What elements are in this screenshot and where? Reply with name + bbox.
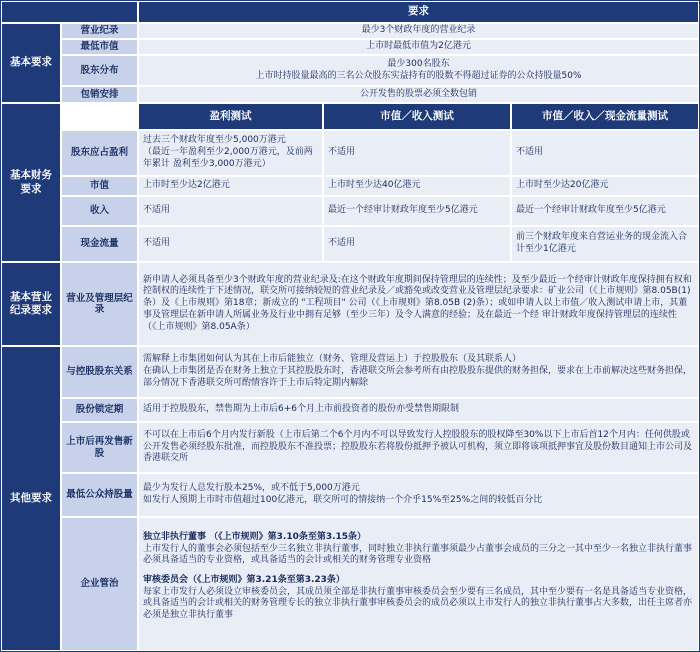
value-lock-up: 适用于控股股东，禁售期为上市后6+6个月上市前投资者的股份亦受禁售期限制 [138, 398, 699, 422]
mcap-revenue-cashflow-revenue: 最近一个经审计财政年度至少5亿港元 [511, 196, 699, 226]
profit-test-revenue: 不适用 [138, 196, 323, 226]
test-mcap-revenue-cashflow: 市值／收入／现金流量测试 [511, 103, 699, 130]
label-cash-flow: 现金流量 [61, 226, 138, 262]
profit-test-cash-flow: 不适用 [138, 226, 323, 262]
label-attributable-profit: 股东应占盈利 [61, 130, 138, 176]
mcap-revenue-cash-flow: 不适用 [323, 226, 511, 262]
label-lock-up: 股份锁定期 [61, 398, 138, 422]
value-operating-record: 最少3个财政年度的营业纪录 [138, 23, 699, 39]
mcap-revenue-cashflow-cash-flow: 前三个财政年度来自营运业务的现金流入合计至少1亿港元 [511, 226, 699, 262]
mcap-revenue-cashflow-profit: 不适用 [511, 130, 699, 176]
value-min-market-cap: 上市时最低市值为2亿港元 [138, 39, 699, 55]
label-market-cap: 市值 [61, 176, 138, 196]
mcap-revenue-market-cap: 上市时至少达40亿港元 [323, 176, 511, 196]
audit-committee-title: 审核委员会（《上市规则》第3.21条至第3.23条） [143, 575, 345, 586]
value-corporate-governance [138, 517, 699, 651]
value-controlling-shareholder [138, 346, 699, 398]
new-share-issue-text: 不可以在上市后6个月内发行新股（上市后第二个6个月内不可以导致发行人控股股东的股权降至30%以下上市后首12个月内：任何供股或公开发售必须经股东批准，而控股股东不准投票；控股股东若将股份抵押予被认可机构，须立即将该项抵押事宜及股份数目通知上市公司及香港联交所 [143, 429, 693, 464]
value-business-management-record [138, 262, 699, 346]
mcap-revenue-revenue: 最近一个经审计财政年度至少5亿港元 [323, 196, 511, 226]
label-business-management-record: 营业及管理层纪录 [61, 262, 138, 346]
label-controlling-shareholder: 与控股股东关系 [61, 346, 138, 398]
mcap-revenue-cashflow-market-cap: 上市时至少达20亿港元 [511, 176, 699, 196]
value-min-public-float [138, 473, 699, 517]
header-requirements: 要求 [138, 1, 699, 23]
label-min-public-float: 最低公众持股量 [61, 473, 138, 517]
value-shareholder-distribution [138, 55, 699, 86]
header-corner [1, 1, 138, 23]
ined-title: 独立非执行董事 （《上市规则》第3.10条至第3.15条） [143, 532, 367, 542]
value-underwriting: 公开发售的股票必须全数包销 [138, 86, 699, 103]
value-new-share-issue [138, 422, 699, 473]
label-shareholder-distribution: 股东分布 [61, 55, 138, 86]
ined-body: 上市发行人的董事会必须包括至少三名独立非执行董事，同时独立非执行董事须最少占董事会成员的三分之一其中至少一名独立非执行董事必须具备适当的专业资格，或具备适当的会计或相关的财务管理专业资格 [143, 543, 693, 566]
controlling-shareholder-text: 需解释上市集团如何认为其在上市后能独立（财务、管理及营运上）于控股股东（及其联系人） 在确认上市集团是否在财务上独立于其控股股东时，香港联交所会参考所有由控股股东提供的财务担保，要求在上市前解决这些财务担保，部分情况下香港联交所可酌情容许于上市后特定期内解除 [143, 354, 693, 388]
governance-sections [143, 532, 694, 622]
label-min-market-cap: 最低市值 [61, 39, 138, 55]
mcap-revenue-profit: 不适用 [323, 130, 511, 176]
label-underwriting: 包销安排 [61, 86, 138, 103]
section-financial-requirements: 基本财务要求 [1, 103, 61, 262]
financial-corner [61, 103, 138, 130]
label-new-share-issue: 上市后再发售新股 [61, 422, 138, 473]
label-operating-record: 营业纪录 [61, 23, 138, 39]
shareholder-distribution-text: 最少300名股东 上市时持股量最高的三名公众股东实益持有的股数不得超过证券的公众持股量50% [255, 58, 582, 81]
business-record-text: 新申请人必须具备至少3个财政年度的营业纪录及:在这个财政年度期间保持管理层的连续性；及至少最近一个经审计财政年度保持拥有权和控制权的连续性于下述情况，联交所可接纳较短的营业纪录及／或豁免或改变营业及管理层纪录要求：矿业公司（《上市规则》第8.05B(1)条）及《上市规则》第18章；新成立的 "工程项目" 公司（《上市规则》第8.05B (2)条）；或如申请人以上市值／收入测试申请上市，其董事及管理层在新申请人所属业务及行业中拥有足够（至少三年）及令人满意的经验；及在最近一个经 审计财政年度保持管理层的连续性（《上市规则》第8.05A条） [143, 274, 692, 332]
label-corporate-governance: 企业管治 [61, 517, 138, 651]
section-other-requirements: 其他要求 [1, 346, 61, 651]
min-public-float-text: 最少为发行人总发行股本25%，或不低于5,000万港元 如发行人预期上市时市值超过100亿港元，联交所可的情接纳一个介乎15%至25%之间的较低百分比 [143, 483, 543, 505]
profit-test-profit-text: 过去三个财政年度至少5,000万港元 （最近一年盈利至少2,000万港元，及前两年累计 盈利至少3,000万港元） [143, 135, 313, 169]
label-revenue: 收入 [61, 196, 138, 226]
section-basic-requirements: 基本要求 [1, 23, 61, 103]
test-profit: 盈利测试 [138, 103, 323, 130]
section-business-record: 基本营业纪录要求 [1, 262, 61, 346]
test-mcap-revenue: 市值／收入测试 [323, 103, 511, 130]
profit-test-profit [138, 130, 323, 176]
profit-test-market-cap: 上市时至少达2亿港元 [138, 176, 323, 196]
audit-committee-body: 每家上市发行人必须设立审核委员会，其成员须全部是非执行董事审核委员会至少要有三名成员，其中至少要有一名是具备适当专业资格，或具备适当的会计或相关的财务管理专长的独立非执行董事审核委员会的成员必须以上市发行人的独立非执行董事占大多数，出任主席者亦必须是独立非执行董事 [143, 586, 693, 621]
